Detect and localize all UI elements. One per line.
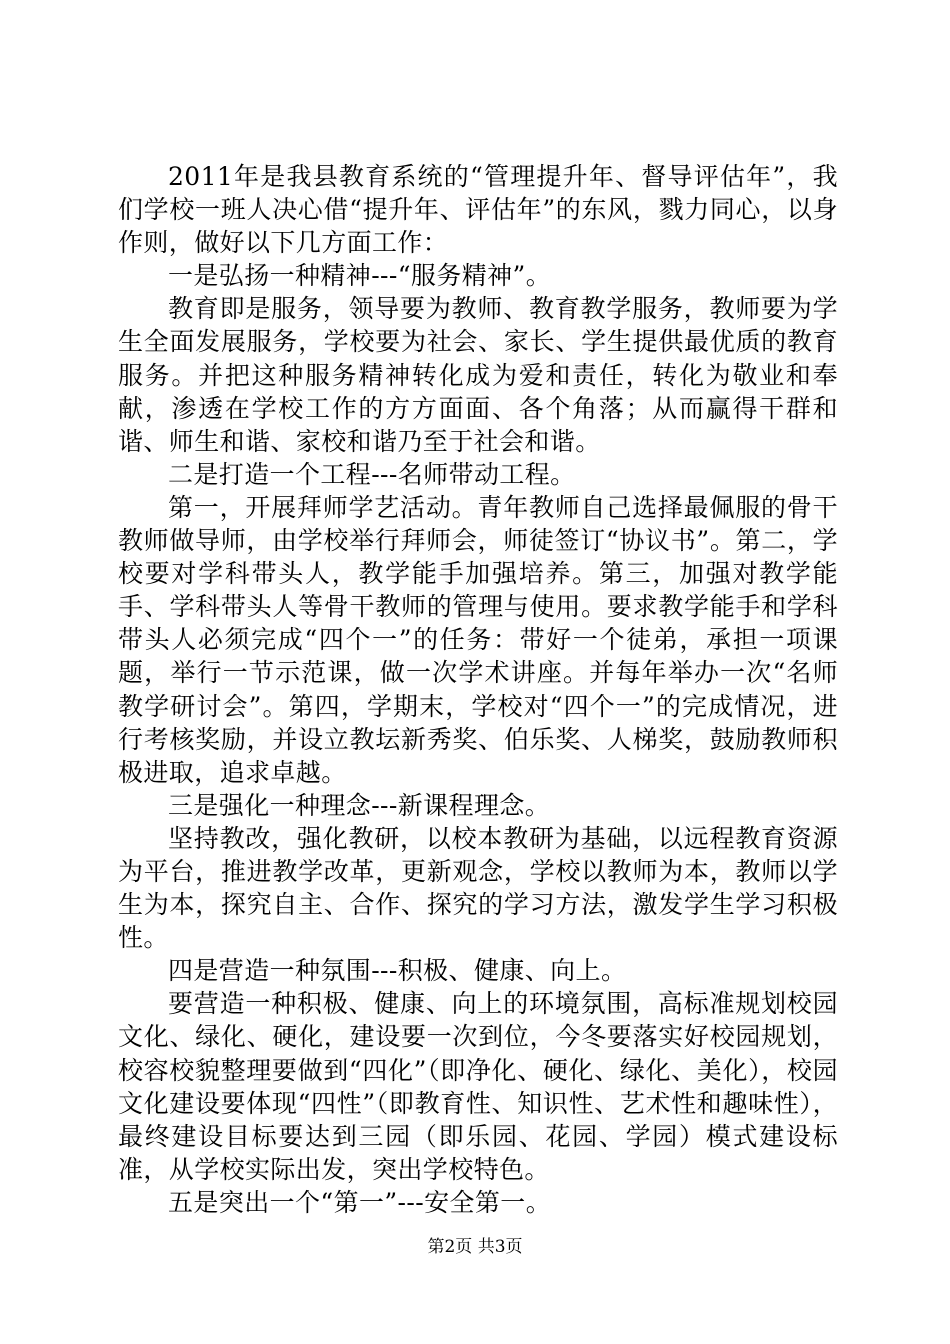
heading-point-three: 三是强化一种理念---新课程理念。 [168,790,551,820]
heading-point-two: 二是打造一个工程---名师带动工程。 [168,459,576,489]
heading-point-four: 四是营造一种氛围---积极、健康、向上。 [168,956,627,986]
page-number-footer: 第2页 共3页 [427,1237,523,1257]
paragraph-famous-teacher-project: 第一，开展拜师学艺活动。青年教师自己选择最佩服的骨干教师做导师，由学校举行拜师会，师徒签订“协议书”。第二，学校要对学科带头人，教学能手加强培养。第三，加强对教学能手、学科带头人等骨干教师的管理与使用。要求教学能手和学科带头人必须完成“四个一”的任务：带好一个徒弟，承担一项课题，举行一节示范课，做一次学术讲座。并每年举办一次“名师教学研讨会”。第四，学期末，学校对“四个一”的完成情况，进行考核奖励，并设立教坛新秀奖、伯乐奖、人梯奖，鼓励教师积极进取，追求卓越。 [118,492,838,787]
heading-point-one: 一是弘扬一种精神---“服务精神”。 [168,261,552,291]
paragraph-intro: 2011年是我县教育系统的“管理提升年、督导评估年”，我们学校一班人决心借“提升年、评估年”的东风，戮力同心，以身作则，做好以下几方面工作： [118,162,838,258]
paragraph-campus-atmosphere: 要营造一种积极、健康、向上的环境氛围，高标准规划校园文化、绿化、硬化，建设要一次到位，今冬要落实好校园规划，校容校貌整理要做到“四化”（即净化、硬化、绿化、美化），校园文化建设要体现“四性”（即教育性、知识性、艺术性和趣味性），最终建设目标要达到三园（即乐园、花园、学园）模式建设标准，从学校实际出发，突出学校特色。 [118,989,838,1184]
paragraph-service-spirit: 教育即是服务，领导要为教师、教育教学服务，教师要为学生全面发展服务，学校要为社会、家长、学生提供最优质的教育服务。并把这种服务精神转化成为爱和责任，转化为敬业和奉献，渗透在学校工作的方方面面、各个角落；从而赢得干群和谐、师生和谐、家校和谐乃至于社会和谐。 [118,294,838,456]
heading-point-five: 五是突出一个“第一”---安全第一。 [168,1187,552,1217]
document-body [118,160,838,1219]
paragraph-new-curriculum: 坚持教改，强化教研，以校本教研为基础，以远程教育资源为平台，推进教学改革，更新观念，学校以教师为本，教师以学生为本，探究自主、合作、探究的学习方法，激发学生学习积极性。 [118,823,838,953]
